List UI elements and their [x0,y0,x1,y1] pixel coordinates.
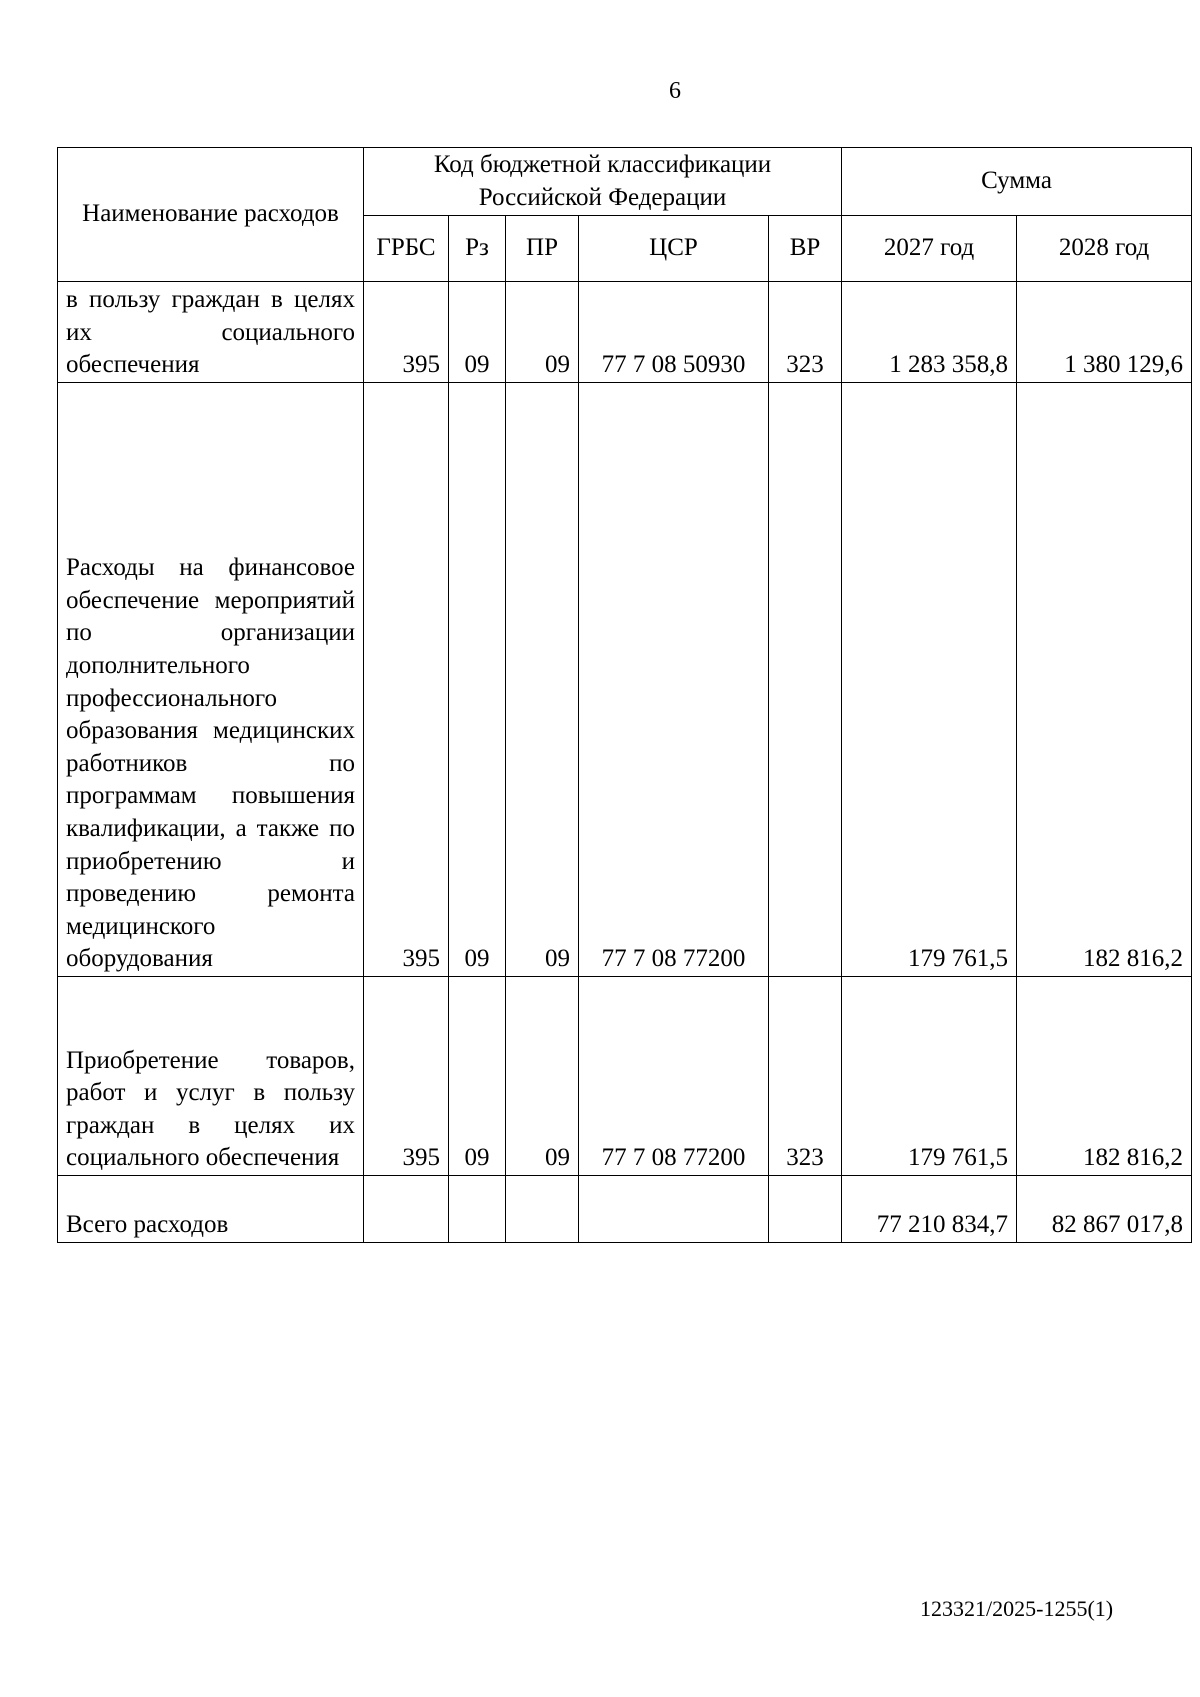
header-year-2028: 2028 год [1017,216,1192,282]
header-vr: ВР [769,216,842,282]
table-row [58,977,1192,1176]
row-pr: 09 [506,977,579,1176]
row-pr: 09 [506,282,579,383]
row-name: Приобретение товаров, работ и услуг в пользу граждан в целях их социального обеспечения [58,977,364,1176]
row-name: Расходы на финансовое обеспечение мероприятий по организации дополнительного профессионального образования медицинских работников по программам повышения квалификации, а также по приобретению и проведению ремонта медицинского оборудования [58,383,364,977]
total-label: Всего расходов [58,1176,364,1243]
total-vr [769,1176,842,1243]
row-sum-2028: 1 380 129,6 [1017,282,1192,383]
header-csr: ЦСР [579,216,769,282]
row-pr: 09 [506,383,579,977]
header-row-top [58,148,1192,216]
row-sum-2028: 182 816,2 [1017,977,1192,1176]
total-row [58,1176,1192,1243]
row-grbs: 395 [364,282,449,383]
row-grbs: 395 [364,383,449,977]
header-rz: Рз [449,216,506,282]
row-sum-2028: 182 816,2 [1017,383,1192,977]
row-csr: 77 7 08 77200 [579,977,769,1176]
header-code-group: Код бюджетной классификации Российской Федерации [364,148,842,216]
total-pr [506,1176,579,1243]
total-sum-2028: 82 867 017,8 [1017,1176,1192,1243]
row-csr: 77 7 08 50930 [579,282,769,383]
header-name: Наименование расходов [58,148,364,282]
table-row [58,282,1192,383]
header-sum-group: Сумма [842,148,1192,216]
row-rz: 09 [449,282,506,383]
row-name: в пользу граждан в целях их социального обеспечения [58,282,364,383]
row-rz: 09 [449,383,506,977]
row-vr: 323 [769,282,842,383]
header-pr: ПР [506,216,579,282]
page-number: 6 [669,78,681,104]
table-row [58,383,1192,977]
row-vr [769,383,842,977]
row-sum-2027: 179 761,5 [842,383,1017,977]
total-sum-2027: 77 210 834,7 [842,1176,1017,1243]
document-number: 123321/2025-1255(1) [920,1596,1114,1621]
total-rz [449,1176,506,1243]
row-sum-2027: 1 283 358,8 [842,282,1017,383]
budget-table [57,147,1192,1243]
row-grbs: 395 [364,977,449,1176]
total-csr [579,1176,769,1243]
row-sum-2027: 179 761,5 [842,977,1017,1176]
row-rz: 09 [449,977,506,1176]
total-grbs [364,1176,449,1243]
row-vr: 323 [769,977,842,1176]
header-year-2027: 2027 год [842,216,1017,282]
header-grbs: ГРБС [364,216,449,282]
row-csr: 77 7 08 77200 [579,383,769,977]
